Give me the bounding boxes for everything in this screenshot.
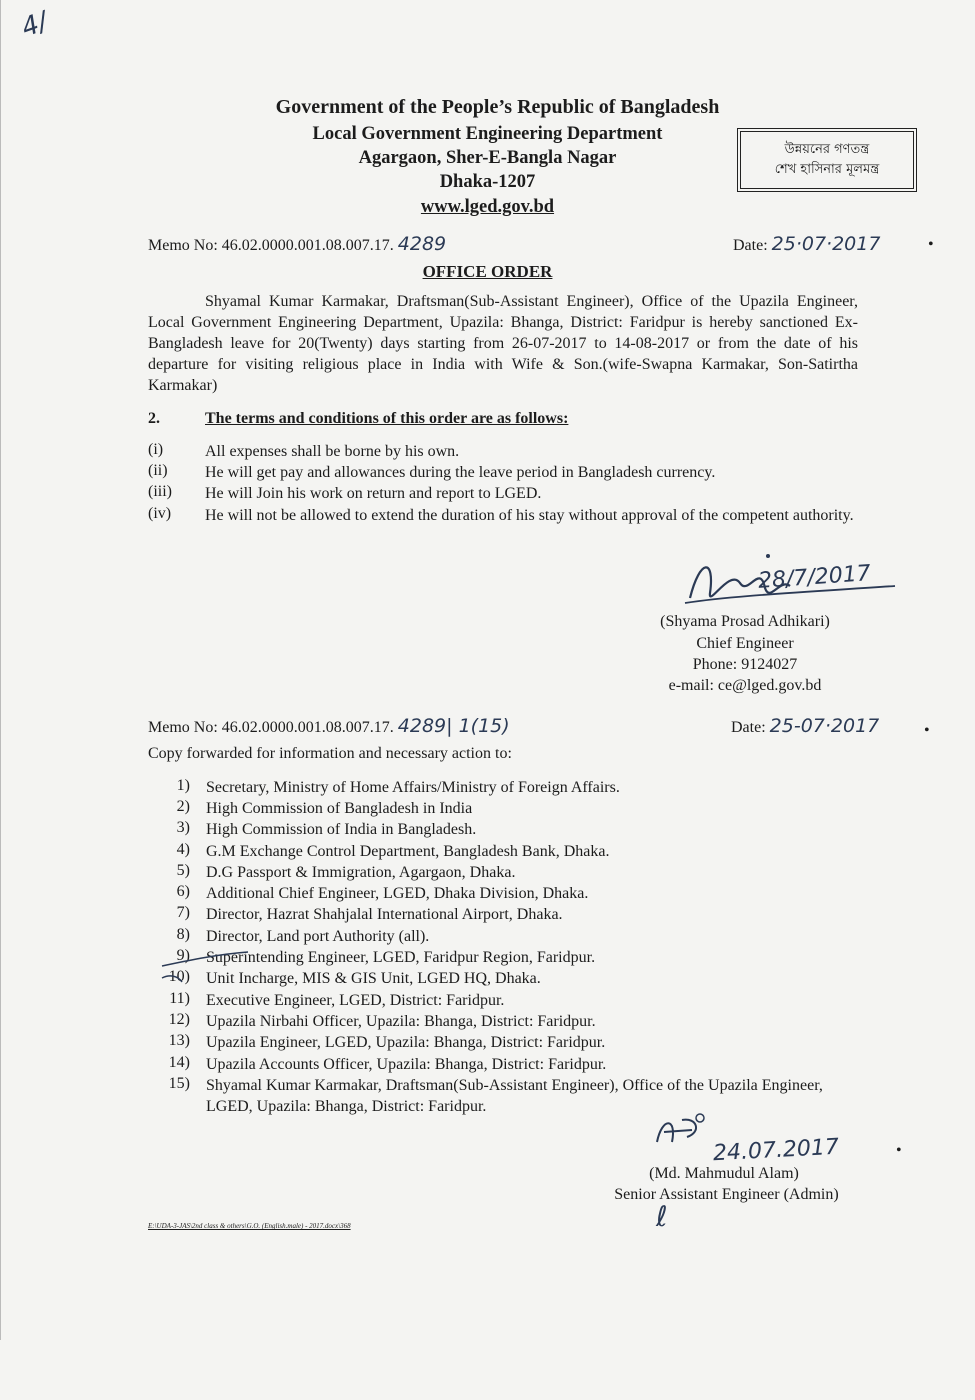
copy-item-text: Upazila Nirbahi Officer, Upazila: Bhanga, District: Faridpur. [206,1013,596,1030]
copy-item-text: D.G Passport & Immigration, Agargaon, Dhaka. [206,864,516,881]
copy-item-number: 4) [176,841,190,858]
signatory-title: Chief Engineer [696,635,794,652]
admin-signature [652,1112,712,1152]
copy-item-number: 15) [168,1075,190,1092]
copy-item-text: Upazila Engineer, LGED, Upazila: Bhanga, District: Faridpur. [206,1034,606,1051]
copy-item-number: 14) [168,1054,190,1071]
admin-date-dot-mark: • [896,1142,902,1159]
copy-item-text: High Commission of India in Bangladesh. [206,821,477,838]
copy-item-text: Superintending Engineer, LGED, Faridpur Region, Faridpur. [206,949,596,966]
copy-item-number: 9) [176,947,190,964]
condition-text: He will not be allowed to extend the duration of his stay without approval of the competent authority. [205,507,854,524]
copy-item-text: High Commission of Bangladesh in India [206,800,473,817]
copy-item-number: 3) [176,819,190,836]
header-city: Dhaka-1207 [439,172,536,192]
copy-date-dot-mark: • [924,722,930,739]
signatory-name: (Shyama Prosad Adhikari) [660,613,830,630]
copy-item-number: 13) [168,1032,190,1049]
condition-number: (iv) [148,505,172,522]
signature-handwritten-date: 28/7/2017 [757,561,872,594]
order-date [733,233,880,255]
date-label: Date: [733,237,768,254]
date-handwritten: 25·07·2017 [771,233,881,255]
corner-handwritten-mark: 4/ [17,6,52,44]
section-number: 2. [148,410,160,427]
copy-item-number: 11) [169,990,190,1007]
copy-item-number: 6) [176,883,190,900]
header-address: Agargaon, Sher-E-Bangla Nagar [358,148,617,168]
slogan-stamp [737,128,917,192]
copy-item-number: 12) [168,1011,190,1028]
header-government: Government of the People’s Republic of Bangladesh [275,96,720,118]
copy-item-text: Director, Hazrat Shahjalal International Airport, Dhaka. [206,906,563,923]
copy-memo-line [148,715,510,737]
copy-date [731,715,879,737]
date-dot-mark: • [928,236,934,253]
admin-initial-mark: ℓ [656,1200,668,1233]
admin-signature-date: 24.07.2017 [712,1134,840,1167]
copy-item-number: 2) [176,798,190,815]
condition-text: All expenses shall be borne by his own. [205,443,460,460]
condition-text: He will get pay and allowances during the leave period in Bangladesh currency. [205,464,716,481]
section-title: The terms and conditions of this order are as follows: [205,410,569,427]
copy-date-label: Date: [731,719,766,736]
order-body-paragraph: Shyamal Kumar Karmakar, Draftsman(Sub-Assistant Engineer), Office of the Upazila Engineer, Local Government Engineering Department, Upazila: Bhanga, District: Faridpur is hereby sanctioned Ex-Bangladesh leave for 20(Twenty) days starting from 26-07-2017 to 14-08-2017 or from the date of his departure for visiting religious place in India with Wife & Son.(wife-Swapna Karmakar, Son-Satirtha Karmakar) [148,293,858,394]
header-website-link[interactable]: www.lged.gov.bd [420,197,555,217]
copy-item-text: Additional Chief Engineer, LGED, Dhaka Division, Dhaka. [206,885,589,902]
memo-number: Memo No: 46.02.0000.001.08.007.17. [148,237,394,254]
condition-text: He will Join his work on return and report to LGED. [205,485,542,502]
condition-number: (iii) [148,483,172,500]
handwritten-strike-mark [160,948,250,988]
copy-item-text: Shyamal Kumar Karmakar, Draftsman(Sub-Assistant Engineer), Office of the Upazila Engineer, LGED, Upazila: Bhanga, District: Faridpur. [206,1077,823,1115]
copy-item-number: 10) [168,968,190,985]
copy-item-text: Executive Engineer, LGED, District: Faridpur. [206,992,505,1009]
copy-item-number: 8) [176,926,190,943]
copy-item-text: Unit Incharge, MIS & GIS Unit, LGED HQ, Dhaka. [206,970,541,987]
copy-item-text: Secretary, Ministry of Home Affairs/Ministry of Foreign Affairs. [206,779,620,796]
header-department: Local Government Engineering Department [312,124,663,144]
copy-item-text: G.M Exchange Control Department, Bangladesh Bank, Dhaka. [206,843,610,860]
signatory-phone: Phone: 9124027 [692,656,798,673]
copy-intro: Copy forwarded for information and necessary action to: [148,745,512,762]
admin-signatory-title: Senior Assistant Engineer (Admin) [614,1186,839,1203]
copy-date-handwritten: 25-07·2017 [769,715,880,737]
office-order-title: OFFICE ORDER [422,262,553,281]
condition-number: (ii) [148,462,168,479]
stamp-line-1: উন্নয়নের গণতন্ত্র [784,142,870,157]
admin-signatory-name: (Md. Mahmudul Alam) [649,1165,799,1182]
memo-handwritten-number: 4289 [397,233,447,255]
stamp-line-2: শেখ হাসিনার মূলমন্ত্র [774,162,880,177]
condition-number: (i) [148,441,164,458]
file-path-footer: E:\UDA-3-JAS\2nd class & others\G.O. (English.male) - 2017.docx\368 [148,1222,351,1230]
copy-item-text: Director, Land port Authority (all). [206,928,430,945]
copy-item-number: 5) [176,862,190,879]
copy-item-text: Upazila Accounts Officer, Upazila: Bhanga, District: Faridpur. [206,1056,607,1073]
copy-item-number: 1) [176,777,190,794]
copy-memo-number: Memo No: 46.02.0000.001.08.007.17. [148,719,394,736]
copy-item-number: 7) [176,904,190,921]
copy-memo-handwritten: 4289| 1(15) [397,715,510,737]
memo-line [148,233,446,255]
signatory-email[interactable]: e-mail: ce@lged.gov.bd [668,677,822,694]
